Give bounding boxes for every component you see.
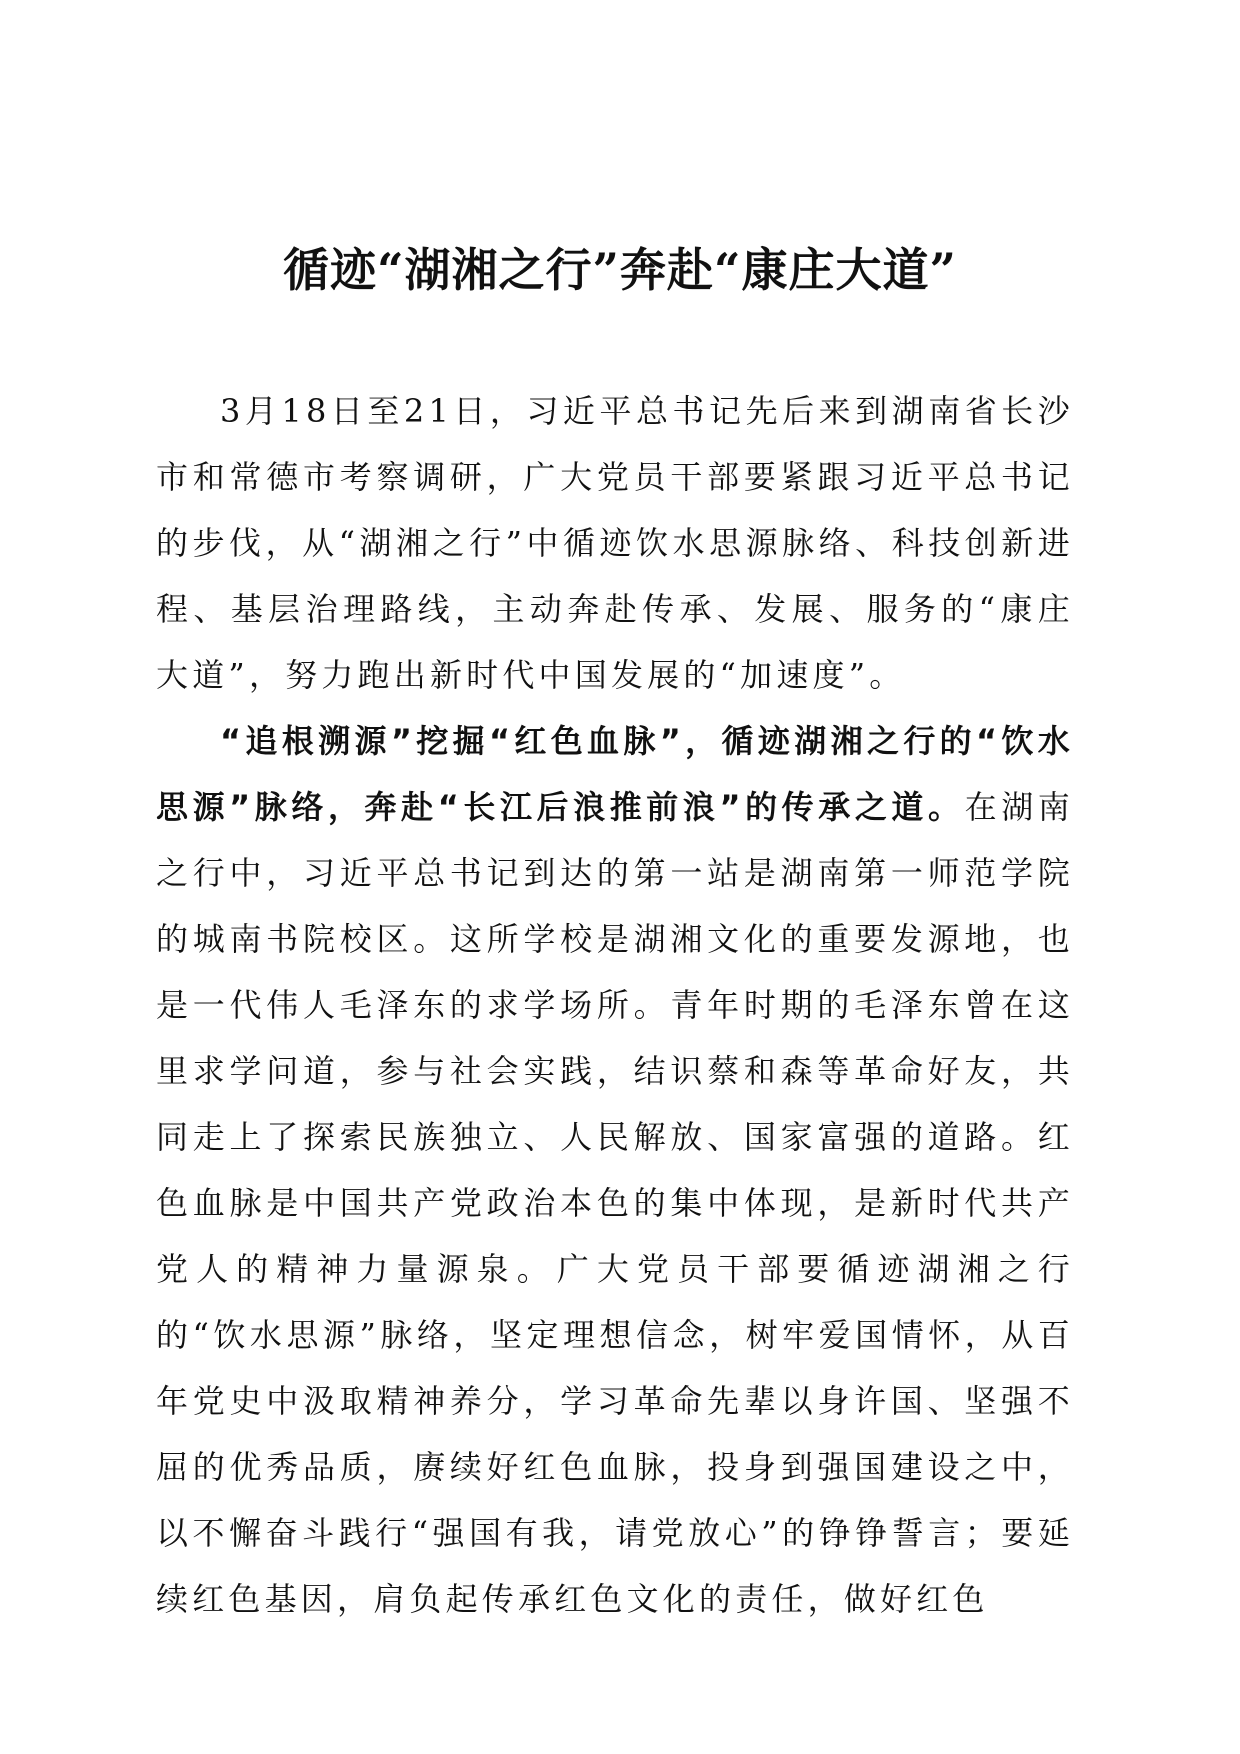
paragraph-red-bloodline: [156, 708, 1074, 1632]
paragraph-red-bloodline-text: 在湖南之行中，习近平总书记到达的第一站是湖南第一师范学院的城南书院校区。这所学校是湖湘文化的重要发源地，也是一代伟人毛泽东的求学场所。青年时期的毛泽东曾在这里求学问道，参与社会实践，结识蔡和森等革命好友，共同走上了探索民族独立、人民解放、国家富强的道路。红色血脉是中国共产党政治本色的集中体现，是新时代共产党人的精神力量源泉。广大党员干部要循迹湖湘之行的“饮水思源”脉络，坚定理想信念，树牢爱国情怀，从百年党史中汲取精神养分，学习革命先辈以身许国、坚强不屈的优秀品质，赓续好红色血脉，投身到强国建设之中，以不懈奋斗践行“强国有我，请党放心”的铮铮誓言；要延续红色基因，肩负起传承红色文化的责任，做好红色: [156, 788, 1074, 1618]
document-body: [156, 378, 1074, 1632]
paragraph-intro-text: 3月18日至21日，习近平总书记先后来到湖南省长沙市和常德市考察调研，广大党员干部要紧跟习近平总书记的步伐，从“湖湘之行”中循迹饮水思源脉络、科技创新进程、基层治理路线，主动奔赴传承、发展、服务的“康庄大道”，努力跑出新时代中国发展的“加速度”。: [156, 392, 1074, 694]
document-title: 循迹“湖湘之行”奔赴“康庄大道”: [283, 243, 957, 297]
paragraph-intro: [156, 378, 1074, 708]
paragraph-lead-sentence: “追根溯源”挖掘“红色血脉”，循迹湖湘之行的“饮水思源”脉络，奔赴“长江后浪推前浪”的传承之道。: [156, 722, 1074, 826]
